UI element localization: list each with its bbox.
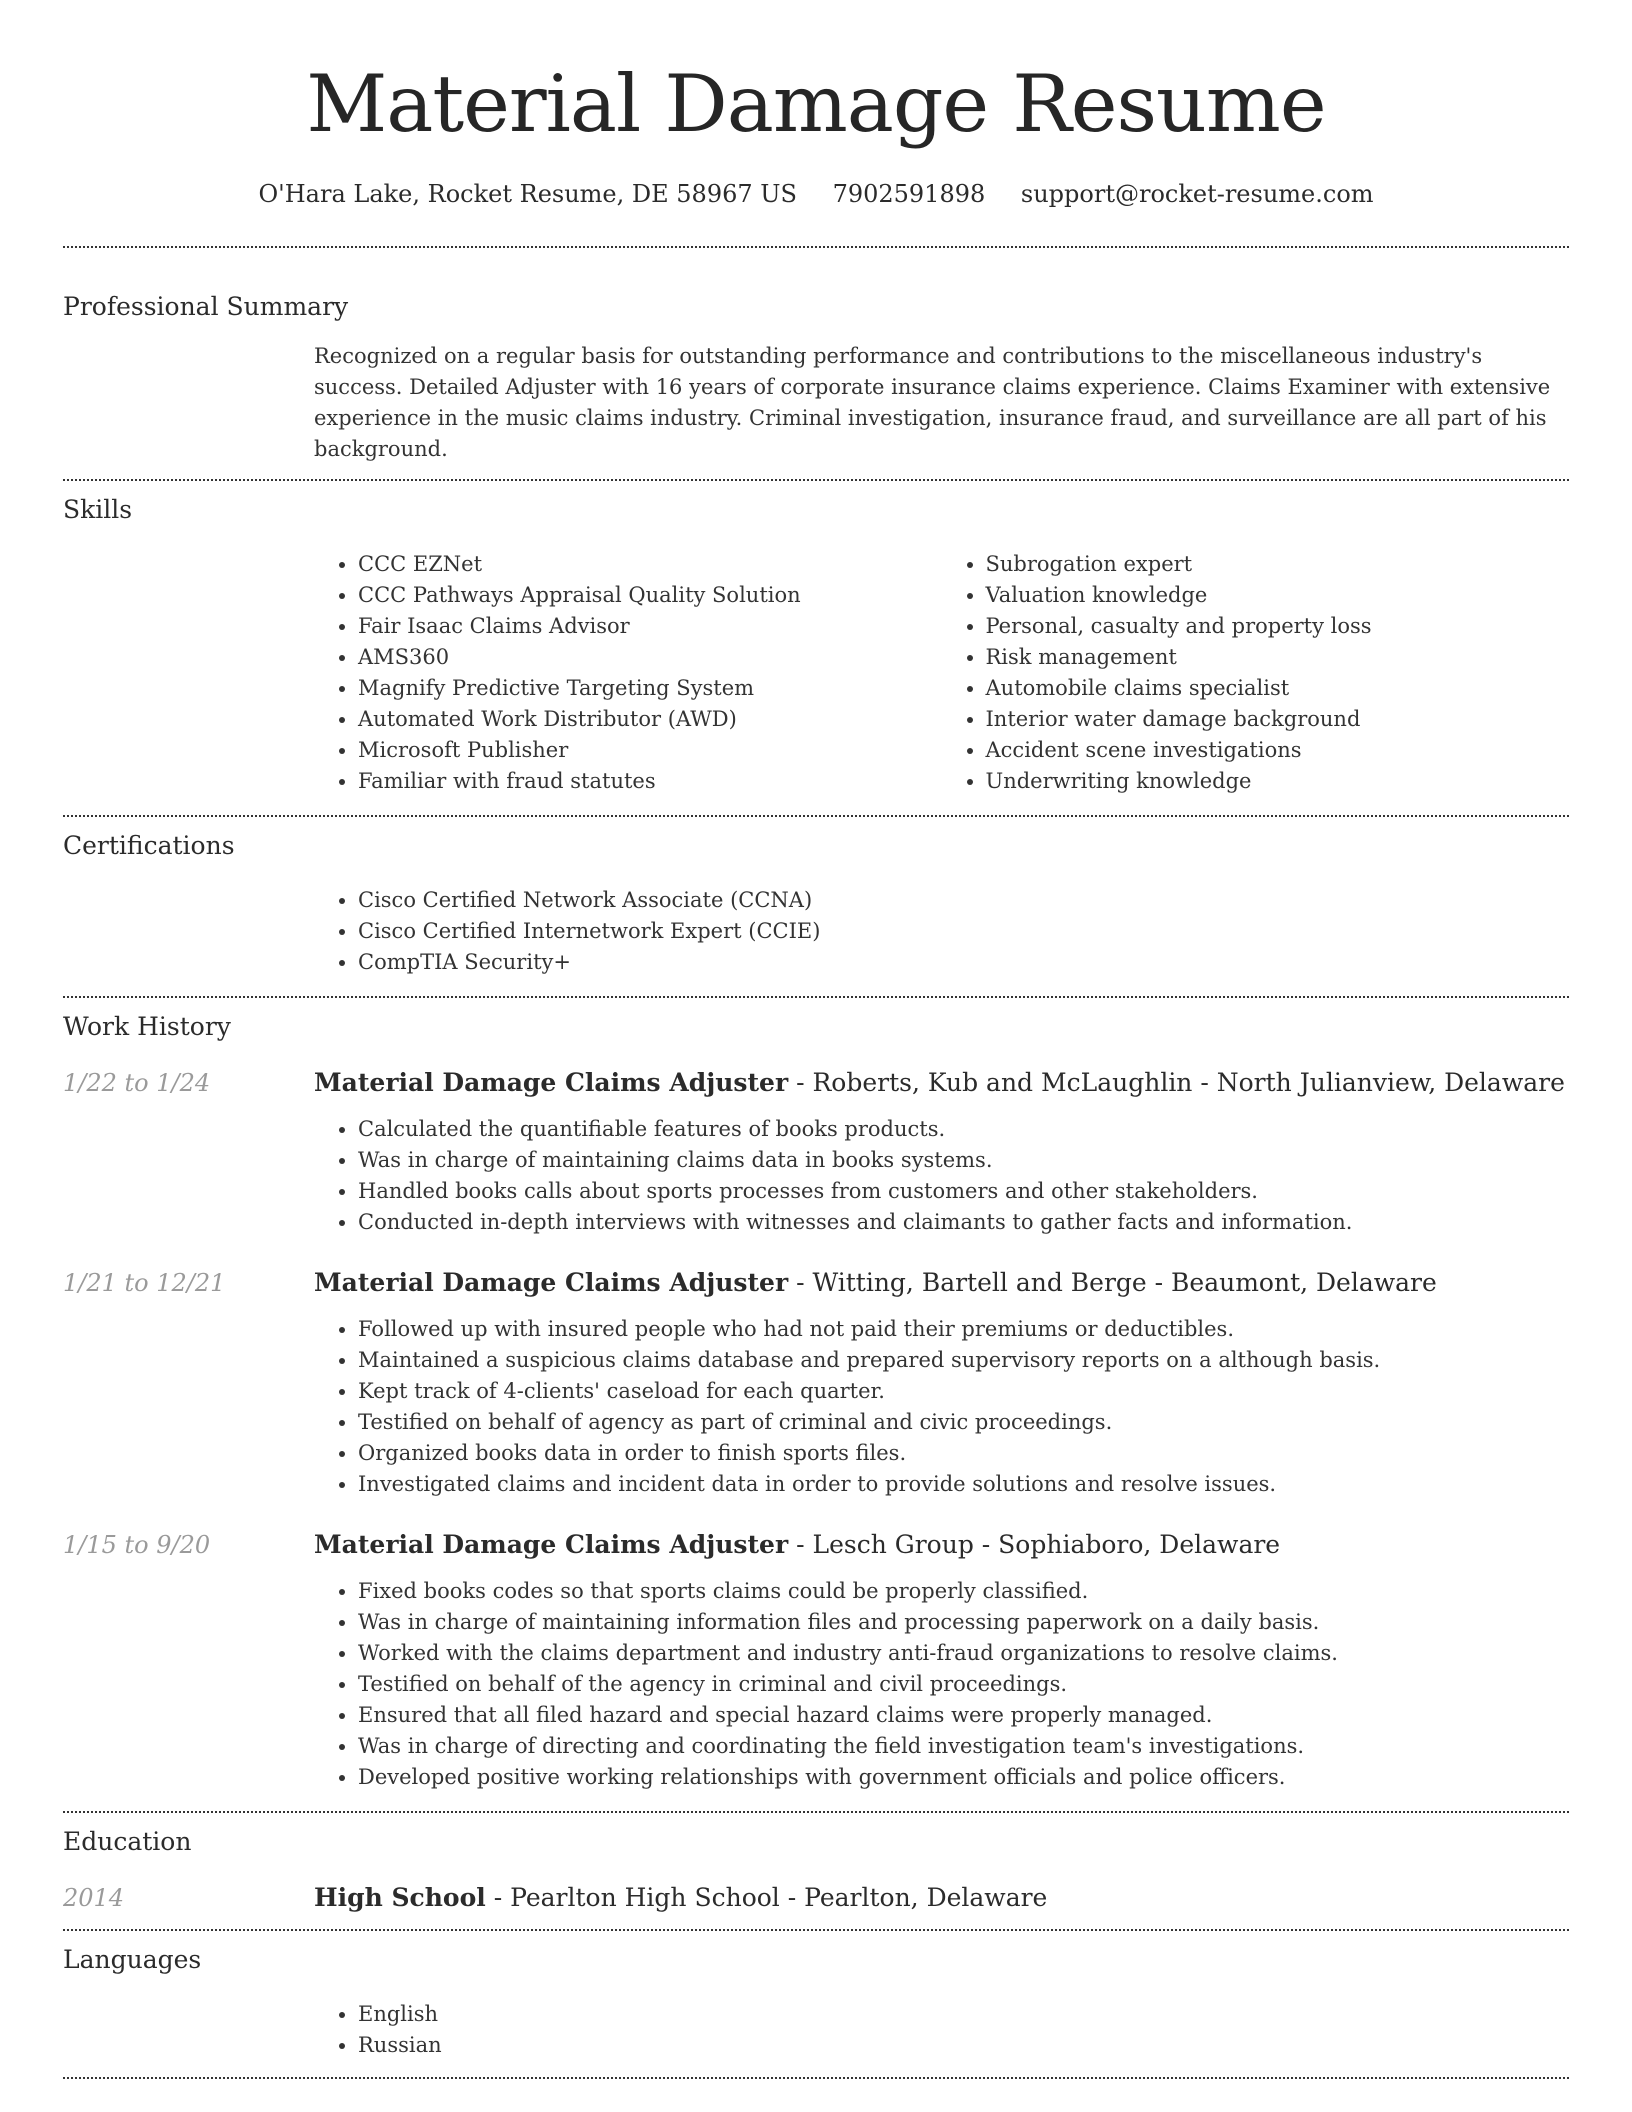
list-item: • Cisco Certified Network Associate (CCNA) <box>358 885 1569 916</box>
languages-list <box>314 1999 1569 2061</box>
list-item: • Automobile claims specialist <box>986 673 1570 704</box>
job-role: Material Damage Claims Adjuster <box>314 1530 789 1559</box>
list-item: • Was in charge of directing and coordinating the field investigation team's investigations. <box>358 1731 1569 1762</box>
list-item: • Subrogation expert <box>986 549 1570 580</box>
job-entry <box>63 1066 1569 1238</box>
job-company: - Roberts, Kub and McLaughlin - North Julianview, Delaware <box>788 1068 1565 1097</box>
list-item: • Valuation knowledge <box>986 580 1570 611</box>
summary-text: Recognized on a regular basis for outstanding performance and contributions to the miscellaneous industry's success. Detailed Adjuster with 16 years of corporate insurance claims experience. Claims Examiner with extensive experience in the music claims industry. Criminal investigation, insurance fraud, and surveillance are all part of his background. <box>314 344 1551 461</box>
list-item: • AMS360 <box>358 642 942 673</box>
list-item: • Maintained a suspicious claims database and prepared supervisory reports on a although basis. <box>358 1345 1569 1376</box>
list-item: • Interior water damage background <box>986 704 1570 735</box>
list-item: • Conducted in-depth interviews with witnesses and claimants to gather facts and information. <box>358 1207 1569 1238</box>
contact-phone: 7902591898 <box>832 180 986 208</box>
contact-line <box>63 178 1569 210</box>
job-date: 1/22 to 1/24 <box>63 1069 211 1097</box>
list-item: • Underwriting knowledge <box>986 766 1570 797</box>
section-title-work: Work History <box>63 1012 231 1041</box>
skills-list-right <box>942 549 1570 797</box>
list-item: • Personal, casualty and property loss <box>986 611 1570 642</box>
contact-email: support@rocket-resume.com <box>1020 180 1374 208</box>
list-item: • CCC Pathways Appraisal Quality Solution <box>358 580 942 611</box>
job-entry <box>63 1528 1569 1793</box>
education-degree: High School <box>314 1883 486 1912</box>
list-item: • Developed positive working relationships with government officials and police officers. <box>358 1762 1569 1793</box>
list-item: • English <box>358 1999 1569 2030</box>
job-entry <box>63 1266 1569 1500</box>
list-item: • Accident scene investigations <box>986 735 1570 766</box>
list-item: • CCC EZNet <box>358 549 942 580</box>
skills-list-left <box>314 549 942 797</box>
job-bullets <box>314 1576 1569 1793</box>
job-header <box>63 1266 1569 1300</box>
education-title <box>314 1881 1047 1915</box>
list-item: • Kept track of 4-clients' caseload for each quarter. <box>358 1376 1569 1407</box>
job-bullets <box>314 1314 1569 1500</box>
list-item: • Risk management <box>986 642 1570 673</box>
section-title-languages: Languages <box>63 1945 202 1974</box>
list-item: • Testified on behalf of agency as part of criminal and civic proceedings. <box>358 1407 1569 1438</box>
list-item: • Followed up with insured people who had not paid their premiums or deductibles. <box>358 1314 1569 1345</box>
resume-title: Material Damage Resume <box>306 58 1326 150</box>
list-item: • Familiar with fraud statutes <box>358 766 942 797</box>
certifications-list <box>314 885 1569 978</box>
list-item: • CompTIA Security+ <box>358 947 1569 978</box>
list-item: • Was in charge of maintaining claims data in books systems. <box>358 1145 1569 1176</box>
job-date: 1/15 to 9/20 <box>63 1531 211 1559</box>
list-item: • Fair Isaac Claims Advisor <box>358 611 942 642</box>
languages-section <box>63 1931 1569 2077</box>
job-date: 1/21 to 12/21 <box>63 1269 226 1297</box>
education-section <box>63 1813 1569 1929</box>
list-item: • Ensured that all filed hazard and special hazard claims were properly managed. <box>358 1700 1569 1731</box>
job-header <box>63 1066 1569 1100</box>
list-item: • Cisco Certified Internetwork Expert (CCIE) <box>358 916 1569 947</box>
certifications-section <box>63 817 1569 996</box>
job-bullets <box>314 1114 1569 1238</box>
education-entry <box>63 1881 1569 1929</box>
list-item: • Was in charge of maintaining information files and processing paperwork on a daily basis. <box>358 1607 1569 1638</box>
job-title <box>314 1066 1565 1100</box>
job-company: - Witting, Bartell and Berge - Beaumont, Delaware <box>788 1268 1437 1297</box>
job-title <box>314 1266 1437 1300</box>
work-section <box>63 998 1569 1811</box>
education-date: 2014 <box>63 1884 125 1912</box>
section-title-certifications: Certifications <box>63 831 235 860</box>
job-company: - Lesch Group - Sophiaboro, Delaware <box>788 1530 1281 1559</box>
contact-address: O'Hara Lake, Rocket Resume, DE 58967 US <box>258 180 797 208</box>
skills-grid <box>314 549 1569 815</box>
job-list <box>63 1066 1569 1811</box>
skills-section <box>63 481 1569 815</box>
list-item: • Russian <box>358 2030 1569 2061</box>
job-role: Material Damage Claims Adjuster <box>314 1068 789 1097</box>
list-item: • Microsoft Publisher <box>358 735 942 766</box>
list-item: • Handled books calls about sports processes from customers and other stakeholders. <box>358 1176 1569 1207</box>
job-role: Material Damage Claims Adjuster <box>314 1268 789 1297</box>
list-item: • Testified on behalf of the agency in criminal and civil proceedings. <box>358 1669 1569 1700</box>
job-header <box>63 1528 1569 1562</box>
education-school: - Pearlton High School - Pearlton, Delaware <box>485 1883 1048 1912</box>
list-item: • Automated Work Distributor (AWD) <box>358 704 942 735</box>
section-title-skills: Skills <box>63 495 133 524</box>
summary-section <box>63 248 1569 479</box>
list-item: • Fixed books codes so that sports claims could be properly classified. <box>358 1576 1569 1607</box>
list-item: • Investigated claims and incident data in order to provide solutions and resolve issues. <box>358 1469 1569 1500</box>
section-title-education: Education <box>63 1827 192 1856</box>
list-item: • Organized books data in order to finish sports files. <box>358 1438 1569 1469</box>
list-item: • Worked with the claims department and industry anti-fraud organizations to resolve claims. <box>358 1638 1569 1669</box>
job-title <box>314 1528 1280 1562</box>
divider <box>63 2077 1569 2079</box>
list-item: • Magnify Predictive Targeting System <box>358 673 942 704</box>
section-title-summary: Professional Summary <box>63 292 349 321</box>
list-item: • Calculated the quantifiable features of books products. <box>358 1114 1569 1145</box>
